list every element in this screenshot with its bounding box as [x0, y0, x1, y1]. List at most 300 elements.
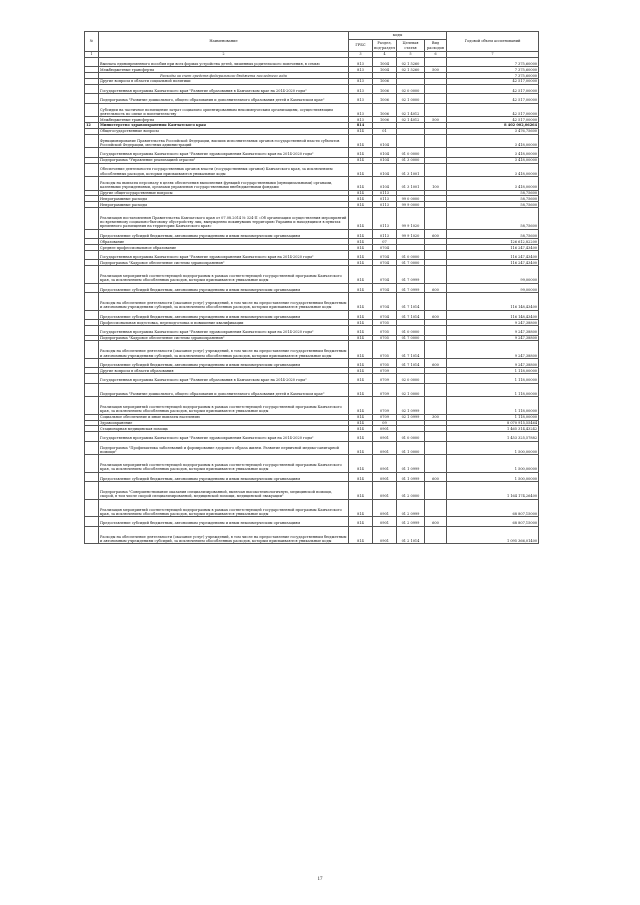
cell-name: Расходы на выплаты персоналу в целях обеспечения выполнения функций государственными (муниципальными) органами, казенными учреждениями, органами управления государственными внебюджетными фондами	[99, 177, 349, 191]
cell-c: 02 1 0000	[397, 94, 425, 103]
table-row	[85, 455, 539, 473]
table-row	[85, 57, 539, 66]
index-cell: 3	[349, 52, 373, 58]
cell-r: 0104	[373, 157, 397, 163]
cell-c: 01 7 0000	[397, 260, 425, 266]
cell-n	[85, 358, 99, 367]
cell-a: 58,75600	[447, 190, 539, 196]
table-row	[85, 383, 539, 397]
cell-g: 814	[349, 283, 373, 292]
cell-name: Расходы на обеспечение деятельности (оказание услуг) учреждений, в том числе на предоставление государственным бюджетным и автономным учреждениям субсидий, за исключением обособленных расходов, которым присваиваются уникальные коды	[99, 526, 349, 544]
header-num: №	[85, 32, 99, 52]
cell-a: 3 418,00000	[447, 163, 539, 177]
table-row	[85, 526, 539, 544]
table-row	[85, 358, 539, 367]
cell-v	[425, 84, 447, 93]
cell-name: Государственная программа Камчатского края "Развитие образования в Камчатском крае на 2014-2020 годы"	[99, 374, 349, 383]
cell-n	[85, 148, 99, 157]
cell-name: Реализация мероприятий соответствующей подпрограммы в рамках соответствующей государственной программы Камчатского края, за исключением обособленных расходов, которым присваиваются уникальные коды	[99, 397, 349, 415]
cell-r: 0705	[373, 326, 397, 335]
cell-n	[85, 94, 99, 103]
cell-a: 68 807,15000	[447, 499, 539, 517]
cell-c: 02 1 5260	[397, 57, 425, 66]
cell-r: 0113	[373, 229, 397, 238]
cell-n	[85, 383, 99, 397]
cell-r: 0704	[373, 251, 397, 260]
cell-r: 0104	[373, 163, 397, 177]
cell-r: 0113	[373, 190, 397, 196]
cell-g: 814	[349, 128, 373, 134]
cell-n	[85, 251, 99, 260]
cell-c: 02 1 5260	[397, 67, 425, 73]
cell-a: 116 247,43400	[447, 251, 539, 260]
cell-v	[425, 526, 447, 544]
cell-name: Функционирование Правительства Российской Федерации, высших исполнительных органов государственной власти субъектов Российской Федерации, местных администраций	[99, 134, 349, 148]
cell-a: 1 500,00000	[447, 441, 539, 455]
cell-g: 814	[349, 472, 373, 481]
cell-c: 01 0 0000	[397, 432, 425, 441]
cell-g: 814	[349, 499, 373, 517]
cell-g: 814	[349, 414, 373, 420]
cell-name: Реализация мероприятий соответствующей подпрограммы в рамках соответствующей государственной программы Камчатского края, за исключением обособленных расходов, которым присваиваются уникальные коды	[99, 499, 349, 517]
cell-name: Образование	[99, 239, 349, 245]
cell-n	[85, 526, 99, 544]
cell-v: 600	[425, 472, 447, 481]
cell-name: Общегосударственные вопросы	[99, 128, 349, 134]
cell-a: 1 118,00000	[447, 414, 539, 420]
cell-g: 814	[349, 335, 373, 341]
cell-name: Расходы на обеспечение деятельности (оказание услуг) учреждений, в том числе на предоставление государственным бюджетным и автономным учреждениям субсидий, за исключением обособленных расходов, которым присваиваются уникальные коды	[99, 293, 349, 311]
cell-a: 9 247,38800	[447, 326, 539, 335]
cell-g: 814	[349, 426, 373, 432]
cell-r: 0705	[373, 320, 397, 326]
cell-r: 0901	[373, 517, 397, 526]
cell-g: 814	[349, 374, 373, 383]
cell-r: 0113	[373, 208, 397, 230]
table-row	[85, 432, 539, 441]
cell-a: 42 517,00000	[447, 103, 539, 117]
cell-r: 0901	[373, 455, 397, 473]
cell-v	[425, 103, 447, 117]
cell-n	[85, 374, 99, 383]
cell-a: 99,00000	[447, 283, 539, 292]
cell-n	[85, 163, 99, 177]
cell-n	[85, 177, 99, 191]
cell-name: Реализация постановления Правительства Камчатского края от 07.08.2014 № 324-П «Об организации осуществления мероприятий по временному социально-бытовому обустройству лиц, вынужденно покинувших территорию Украины и находящихся в пунктах временного размещения на территории Камчатского края»	[99, 208, 349, 230]
cell-a: 3 418,00000	[447, 157, 539, 163]
cell-r: 0709	[373, 368, 397, 374]
cell-name: Другие общегосударственные вопросы	[99, 190, 349, 196]
table-row	[85, 84, 539, 93]
cell-n	[85, 134, 99, 148]
cell-r: 0709	[373, 383, 397, 397]
cell-name: Другие вопросы в области социальной политики	[99, 79, 349, 85]
cell-r: 0704	[373, 310, 397, 319]
cell-r: 01	[373, 128, 397, 134]
cell-n	[85, 293, 99, 311]
cell-name: Расходы за счет средств федерального бюджета последнего года	[99, 73, 349, 79]
cell-name: Среднее профессиональное образование	[99, 245, 349, 251]
cell-a: 9 247,38800	[447, 335, 539, 341]
cell-a: 116 247,43400	[447, 260, 539, 266]
cell-v	[425, 499, 447, 517]
cell-r: 1006	[373, 117, 397, 123]
cell-r: 0705	[373, 358, 397, 367]
cell-name: Расходы на обеспечение деятельности (оказание услуг) учреждений, в том числе на предоставление государственным бюджетным и автономным учреждениям субсидий, за исключением обособленных расходов, которым присваиваются уникальные коды	[99, 341, 349, 359]
cell-name: Реализация мероприятий соответствующей подпрограммы в рамках соответствующей государственной программы Камчатского края, за исключением обособленных расходов, которым присваиваются уникальные коды	[99, 455, 349, 473]
cell-a: 1 118,00000	[447, 397, 539, 415]
cell-c: 01 7 1014	[397, 358, 425, 367]
cell-name: Предоставление субсидий бюджетным, автономным учреждениям и иным некоммерческим организациям	[99, 283, 349, 292]
cell-c: 01 1 0999	[397, 472, 425, 481]
cell-n	[85, 441, 99, 455]
cell-name: Непрограммные расходы	[99, 196, 349, 202]
cell-c: 01 7 1014	[397, 341, 425, 359]
table-row	[85, 441, 539, 455]
table-row	[85, 148, 539, 157]
table-row	[85, 482, 539, 500]
cell-r: 0704	[373, 266, 397, 284]
cell-name: Межбюджетные трансферты	[99, 117, 349, 123]
cell-n	[85, 208, 99, 230]
cell-r: 0901	[373, 432, 397, 441]
cell-g: 814	[349, 358, 373, 367]
cell-c: 99 9 0000	[397, 202, 425, 208]
cell-g: 814	[349, 420, 373, 426]
cell-v: 600	[425, 310, 447, 319]
cell-g: 814	[349, 397, 373, 415]
cell-v: 600	[425, 229, 447, 238]
cell-name: Другие вопросы в области образования	[99, 368, 349, 374]
cell-v	[425, 293, 447, 311]
cell-v	[425, 251, 447, 260]
cell-r: 0901	[373, 526, 397, 544]
cell-r: 0704	[373, 283, 397, 292]
cell-r: 0104	[373, 134, 397, 148]
cell-a: 8 070 915,55464	[447, 420, 539, 426]
cell-r: 1004	[373, 57, 397, 66]
cell-g: 814	[349, 293, 373, 311]
cell-name: Предоставление субсидий бюджетным, автономным учреждениям и иным некоммерческим организациям	[99, 229, 349, 238]
cell-c: 02 0 0000	[397, 374, 425, 383]
header-cs: Целевая статья	[397, 40, 425, 52]
cell-v: 600	[425, 517, 447, 526]
cell-c: 01 1 0000	[397, 441, 425, 455]
cell-g: 814	[349, 208, 373, 230]
table-row	[85, 266, 539, 284]
cell-v	[425, 94, 447, 103]
cell-a: 1 500,00000	[447, 455, 539, 473]
cell-r: 0901	[373, 499, 397, 517]
table-row	[85, 499, 539, 517]
cell-name: Государственная программа Камчатского края "Развитие здравоохранения Камчатского края на 2014-2020 годы"	[99, 148, 349, 157]
cell-a: 7 375,60000	[447, 73, 539, 79]
index-cell: 6	[425, 52, 447, 58]
cell-g: 813	[349, 117, 373, 123]
table-row	[85, 103, 539, 117]
cell-c: 02 1 4012	[397, 117, 425, 123]
cell-name: Государственная программа Камчатского края "Развитие здравоохранения Камчатского края на 2014-2020 годы"	[99, 251, 349, 260]
cell-r: 0709	[373, 374, 397, 383]
cell-g: 814	[349, 526, 373, 544]
cell-c: 01 3 1001	[397, 163, 425, 177]
table-row	[85, 326, 539, 335]
cell-n	[85, 266, 99, 284]
cell-g: 814	[349, 383, 373, 397]
cell-v	[425, 57, 447, 66]
cell-a: 8 402 002,06264	[447, 123, 539, 129]
cell-v: 300	[425, 414, 447, 420]
cell-v	[425, 397, 447, 415]
cell-c: 99 9 1020	[397, 208, 425, 230]
table-row	[85, 134, 539, 148]
cell-a: 3 418,00000	[447, 148, 539, 157]
header-razdel: Раздел, под-раздел	[374, 41, 396, 50]
cell-g: 814	[349, 320, 373, 326]
table-row	[85, 163, 539, 177]
cell-v: 500	[425, 67, 447, 73]
table-row	[85, 397, 539, 415]
cell-a: 126 612,82200	[447, 239, 539, 245]
cell-g: 813	[349, 84, 373, 93]
table-row	[85, 208, 539, 230]
cell-v	[425, 134, 447, 148]
cell-v	[425, 326, 447, 335]
cell-c: 01 7 0000	[397, 335, 425, 341]
cell-r: 0104	[373, 177, 397, 191]
cell-g: 813	[349, 79, 373, 85]
cell-name: Подпрограмма "Кадровое обеспечение системы здравоохранения"	[99, 260, 349, 266]
cell-r: 0901	[373, 472, 397, 481]
cell-n	[85, 84, 99, 93]
cell-r: 0704	[373, 293, 397, 311]
cell-a: 3 418,00000	[447, 134, 539, 148]
cell-name: Субсидии на частичное возмещение затрат социально ориентированным некоммерческим организациям, осуществляющим деятельность по опеке и попечительству	[99, 103, 349, 117]
budget-table	[84, 31, 539, 544]
cell-name: Государственная программа Камчатского края "Развитие здравоохранения Камчатского края на 2014-2020 годы"	[99, 326, 349, 335]
table-row	[85, 374, 539, 383]
table-row	[85, 310, 539, 319]
page-number: 17	[317, 877, 323, 882]
cell-g: 814	[349, 157, 373, 163]
cell-name: Министерство здравоохранения Камчатского края	[99, 123, 349, 129]
cell-r: 0901	[373, 482, 397, 500]
cell-a: 58,75600	[447, 229, 539, 238]
cell-name: Государственная программа Камчатского края "Развитие образования в Камчатском крае на 2014-2020 годы"	[99, 84, 349, 93]
index-cell: 1	[85, 52, 99, 58]
cell-a: 99,00000	[447, 266, 539, 284]
cell-v	[425, 383, 447, 397]
cell-r: 0901	[373, 426, 397, 432]
cell-name: Непрограммные расходы	[99, 202, 349, 208]
table-row	[85, 341, 539, 359]
cell-c: 99 0 0000	[397, 196, 425, 202]
cell-v	[425, 266, 447, 284]
cell-c: 01 0 0000	[397, 326, 425, 335]
cell-a: 116 148,43400	[447, 293, 539, 311]
cell-g: 814	[349, 123, 373, 129]
cell-n	[85, 283, 99, 292]
cell-a: 3 476,75600	[447, 128, 539, 134]
cell-g: 814	[349, 245, 373, 251]
cell-r: 1004	[373, 67, 397, 73]
cell-name: Стационарная медицинская помощь	[99, 426, 349, 432]
cell-a: 1 095 366,01400	[447, 526, 539, 544]
cell-name: Профессиональная подготовка, переподготовка и повышение квалификации	[99, 320, 349, 326]
cell-name: Выплата единовременного пособия при всех формах устройства детей, лишенных родительского попечения, в семью	[99, 57, 349, 66]
cell-v	[425, 441, 447, 455]
cell-g: 813	[349, 67, 373, 73]
cell-a: 42 517,00000	[447, 117, 539, 123]
cell-v	[425, 163, 447, 177]
cell-g: 814	[349, 441, 373, 455]
cell-g: 814	[349, 482, 373, 500]
cell-a: 58,75600	[447, 208, 539, 230]
cell-g: 814	[349, 260, 373, 266]
cell-n	[85, 482, 99, 500]
cell-n: 12	[85, 123, 99, 129]
cell-g: 814	[349, 368, 373, 374]
cell-v	[425, 341, 447, 359]
cell-n	[85, 397, 99, 415]
cell-n	[85, 103, 99, 117]
cell-v	[425, 148, 447, 157]
header-codes: коды	[349, 32, 447, 40]
cell-v	[425, 208, 447, 230]
table-row	[85, 94, 539, 103]
cell-name: Предоставление субсидий бюджетным, автономным учреждениям и иным некоммерческим организациям	[99, 472, 349, 481]
cell-name: Социальное обеспечение и иные выплаты населению	[99, 414, 349, 420]
cell-name: Государственная программа Камчатского края "Развитие здравоохранения Камчатского края на 2014-2020 годы"	[99, 432, 349, 441]
header-vr: Вид расходов	[425, 40, 447, 52]
cell-a: 1 118,00000	[447, 383, 539, 397]
cell-n	[85, 472, 99, 481]
cell-n	[85, 229, 99, 238]
cell-a: 58,75600	[447, 196, 539, 202]
cell-a: 1 453 325,57882	[447, 432, 539, 441]
index-cell: 5	[397, 52, 425, 58]
cell-c: 01 2 0000	[397, 482, 425, 500]
cell-c: 02 1 0999	[397, 397, 425, 415]
cell-g: 813	[349, 103, 373, 117]
table-row	[85, 229, 539, 238]
cell-n	[85, 432, 99, 441]
cell-g: 814	[349, 196, 373, 202]
cell-c: 01 2 0999	[397, 517, 425, 526]
cell-r: 1006	[373, 94, 397, 103]
cell-c: 99 9 1020	[397, 229, 425, 238]
cell-name: Здравоохранение	[99, 420, 349, 426]
cell-g: 814	[349, 148, 373, 157]
cell-a: 1 500,00000	[447, 472, 539, 481]
cell-c: 01 7 1014	[397, 293, 425, 311]
cell-g: 814	[349, 251, 373, 260]
cell-c: 02 1 0000	[397, 383, 425, 397]
index-cell: 7	[447, 52, 539, 58]
cell-a: 1 164 174,26400	[447, 482, 539, 500]
cell-name: Обеспечение деятельности государственных органов власти (государственных органов) Камчатского края, за исключением обособленных расходов, которым присваиваются уникальные коды	[99, 163, 349, 177]
cell-c: 02 1 4012	[397, 103, 425, 117]
cell-r: 0709	[373, 414, 397, 420]
cell-g: 814	[349, 432, 373, 441]
cell-r: 0113	[373, 202, 397, 208]
cell-g: 814	[349, 341, 373, 359]
cell-c: 01 7 0999	[397, 283, 425, 292]
cell-v	[425, 482, 447, 500]
cell-r: 1006	[373, 103, 397, 117]
cell-a: 9 247,38800	[447, 341, 539, 359]
cell-a: 3 418,00000	[447, 177, 539, 191]
cell-g: 814	[349, 163, 373, 177]
cell-a: 1 118,00000	[447, 374, 539, 383]
cell-a: 42 517,00000	[447, 79, 539, 85]
cell-v: 600	[425, 358, 447, 367]
cell-name: Подпрограмма "Управление реализацией отрасли"	[99, 157, 349, 163]
cell-g: 814	[349, 455, 373, 473]
cell-g: 814	[349, 190, 373, 196]
header-grbs: ГРБС	[349, 40, 373, 52]
cell-a: 9 247,38800	[447, 320, 539, 326]
cell-c: 02 1 0999	[397, 414, 425, 420]
table-row	[85, 472, 539, 481]
cell-a: 58,75600	[447, 202, 539, 208]
cell-name: Реализация мероприятий соответствующей подпрограммы в рамках соответствующей государственной программы Камчатского края, за исключением обособленных расходов, которым присваиваются уникальные коды	[99, 266, 349, 284]
cell-r: 1006	[373, 79, 397, 85]
cell-v	[425, 374, 447, 383]
cell-c: 01 3 1001	[397, 177, 425, 191]
cell-a: 9 247,38800	[447, 358, 539, 367]
cell-n	[85, 517, 99, 526]
cell-c: 01 1 0999	[397, 455, 425, 473]
cell-a: 68 807,15000	[447, 517, 539, 526]
index-cell: 2	[99, 52, 349, 58]
table-row	[85, 177, 539, 191]
cell-g: 813	[349, 94, 373, 103]
cell-name: Подпрограмма "Кадровое обеспечение системы здравоохранения"	[99, 335, 349, 341]
cell-v: 100	[425, 177, 447, 191]
cell-name: Подпрограмма "Развитие дошкольного, общего образования и дополнительного образования детей в Камчатском крае"	[99, 94, 349, 103]
cell-r: 0104	[373, 148, 397, 157]
cell-n	[85, 455, 99, 473]
cell-r: 0704	[373, 260, 397, 266]
cell-c: 01 2 0999	[397, 499, 425, 517]
cell-g: 814	[349, 134, 373, 148]
table-row	[85, 293, 539, 311]
cell-c: 01 0 0000	[397, 148, 425, 157]
cell-a: 116 247,43400	[447, 245, 539, 251]
cell-a: 1 465 314,43242	[447, 426, 539, 432]
cell-r: 09	[373, 420, 397, 426]
cell-n	[85, 310, 99, 319]
cell-r: 0901	[373, 441, 397, 455]
cell-name: Предоставление субсидий бюджетным, автономным учреждениям и иным некоммерческим организациям	[99, 358, 349, 367]
cell-g: 814	[349, 177, 373, 191]
cell-g: 813	[349, 57, 373, 66]
table-row	[85, 251, 539, 260]
cell-v	[425, 432, 447, 441]
cell-c: 02 0 0000	[397, 84, 425, 93]
cell-v: 600	[425, 283, 447, 292]
cell-n	[85, 499, 99, 517]
cell-n	[85, 326, 99, 335]
cell-r: 0113	[373, 196, 397, 202]
cell-c: 01 7 0999	[397, 266, 425, 284]
cell-name: Межбюджетные трансферты	[99, 67, 349, 73]
table-body	[85, 57, 539, 544]
cell-a: 7 375,60000	[447, 57, 539, 66]
cell-r: 0705	[373, 335, 397, 341]
cell-g: 814	[349, 239, 373, 245]
